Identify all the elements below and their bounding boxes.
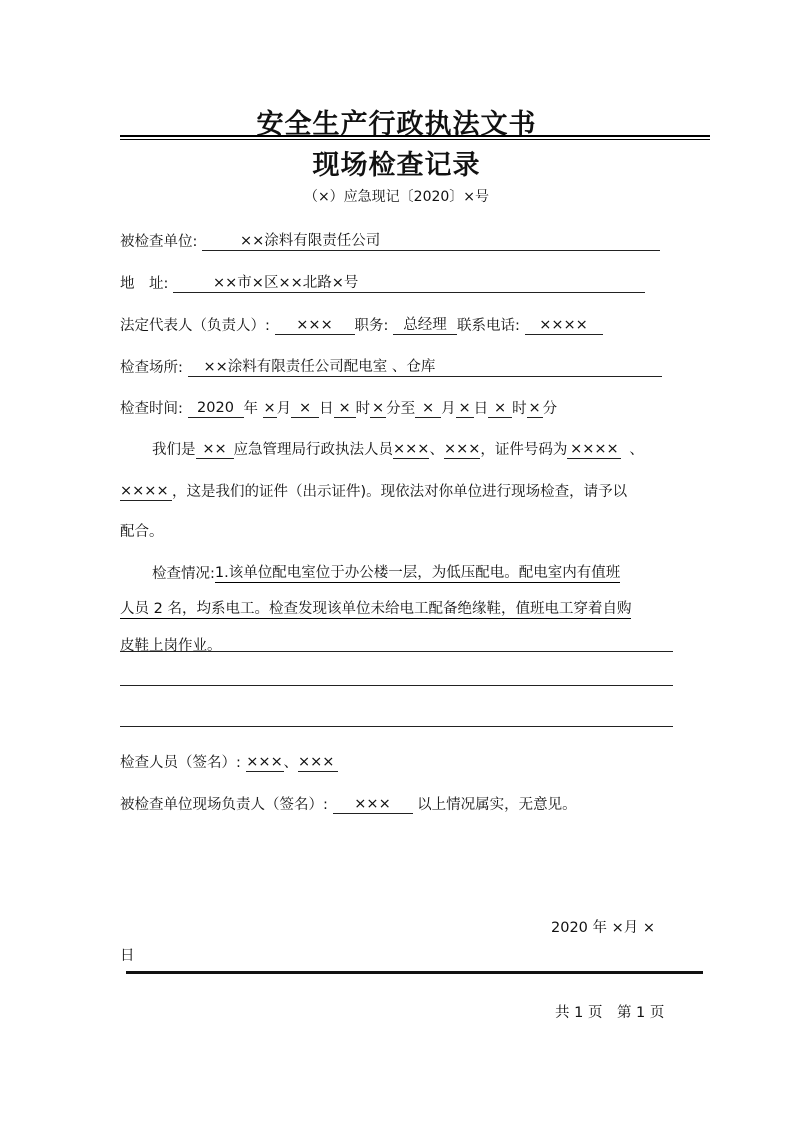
unit-rep-note: 以上情况属实，无意见。 [417,797,577,813]
inspection-blank-line [120,726,673,727]
inspection-place-value: ××涂料有限责任公司配电室 、仓库 [188,358,662,377]
time-day-unit: 日 [319,401,334,417]
time-month-unit: 月 [276,401,292,417]
time-day: × [291,399,319,418]
time-minute: × [372,400,385,416]
time-end-minute: × [528,400,541,416]
separator: 、 [429,442,444,458]
statement-line-1 [152,438,644,459]
document-number: （×）应急现记〔2020〕×号 [303,189,490,205]
separator: 、 [283,755,298,771]
time-end-month: × [415,399,441,418]
inspection-line-2 [120,600,631,619]
inspection-text: 人员 2 名，均系电工。检查发现该单位未给电工配备绝缘鞋，值班电工穿着自购 [120,601,632,617]
officer-1: ××× [393,441,430,457]
inspection-label: 检查情况: [152,566,215,582]
inspection-line-1 [152,562,620,583]
inspection-time-label: 检查时间: [120,401,183,417]
inspection-blank-line [120,685,673,686]
page-counter: 共 1 页 第 1 页 [555,1005,665,1021]
inspectors-label: 检查人员（签名）: [120,755,241,771]
separator: 、 [629,442,644,458]
inspector-2-signature: ××× [298,753,338,772]
statement-text: ，这是我们的证件（出示证件)。现依法对你单位进行现场检查，请予以 [172,484,628,500]
time-year: 2020 [188,399,244,418]
officer-2: ××× [443,441,481,457]
time-year-unit: 年 [243,401,258,417]
time-end-month-unit: 月 [441,401,456,417]
date-line-2: 日 [120,948,135,964]
statement-text: 我们是 [152,442,196,458]
address-label: 地 址: [120,276,169,292]
agency-value: ×× [196,440,234,459]
field-inspection-time [120,397,557,418]
inspection-blank-line [120,651,673,652]
inspection-text: 皮鞋上岗作业。 [120,638,222,654]
time-hour: × [334,399,356,418]
inspected-unit-value: ××涂料有限责任公司 [202,232,660,251]
inspectors-signature [120,751,338,772]
legal-rep-value: ××× [275,316,355,335]
position-value: 总经理 [393,316,457,335]
statement-text: 应急管理局行政执法人员 [233,442,393,458]
position-label: 职务: [354,318,389,334]
document-title: 安全生产行政执法文书 [256,109,537,140]
statement-line-3: 配合。 [120,524,164,540]
footer-rule [126,971,703,974]
field-inspected-unit [120,230,660,251]
inspector-1-signature: ××× [246,754,283,770]
inspection-text: 1.该单位配电室位于办公楼一层，为低压配电。配电室内有值班 [214,565,621,581]
time-end-minute-unit: 分 [542,401,558,417]
time-month: × [263,400,276,416]
time-end-day: × [456,399,474,418]
certificate-1: ×××× [567,440,621,459]
address-value: ××市×区××北路×号 [173,274,645,293]
unit-representative-signature [120,793,577,814]
certificate-2: ×××× [120,482,172,501]
time-end-hour-unit: 时 [512,401,527,417]
phone-label: 联系电话: [457,318,520,334]
unit-rep-label: 被检查单位现场负责人（签名）: [120,797,328,813]
inspection-place-label: 检查场所: [120,360,183,376]
statement-text: ，证件号码为 [480,442,568,458]
field-inspection-place [120,356,662,377]
field-address [120,272,645,293]
time-end-day-unit: 日 [473,401,489,417]
time-end-hour: × [488,399,512,418]
field-legal-representative [120,314,603,335]
date-line-1: 2020 年 ×月 × [551,920,656,936]
time-minute-unit: 分至 [386,401,416,417]
legal-rep-label: 法定代表人（负责人）: [120,318,270,334]
phone-value: ×××× [525,316,603,335]
time-hour-unit: 时 [355,401,371,417]
unit-rep-signature: ××× [333,795,413,814]
header-double-rule [120,135,710,140]
inspected-unit-label: 被检查单位: [120,234,198,250]
statement-line-2 [120,480,627,501]
document-subtitle: 现场检查记录 [312,150,481,181]
